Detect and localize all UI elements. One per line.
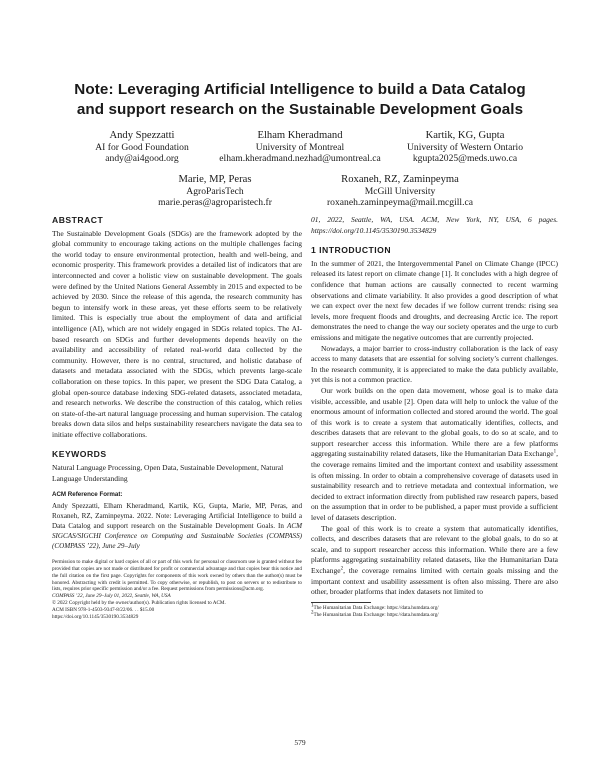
- acm-reference-venue: ACM SIGCAS/SIGCHI Conference on Computing and Sustainable Societies (COMPASS) (COMPASS ’22), June 29–July: [52, 521, 302, 550]
- abstract-text: The Sustainable Development Goals (SDGs) are the framework adopted by the global community to encourage taking actions on the multiple challenges facing the world today to ensure environmental protection, health and well-being, and economic prosperity. This framework provides a detailed list of indicators that are interconnected and cover a holistic view on sustainable development. The goals were defined by the United Nations General Assembly in 2015 and expected to be achieved by 2030. Since the release of this agenda, the research community has begun to intensify work in these areas, yet these efforts seem to be relatively limited. This is especially true about the employment of data and artificial intelligence (AI), which are not widely engaged in SDGs related topics. The AI-based research on SDGs and further developments depends heavily on the availability and accessibility of related real-world data collected by the community. However, there is no central, structured, and holistic database of datasets and metadata associated with the SDGs, which prevents large-scale collaboration on these topics. In this paper, we present the SDG Data Catalog, a global open-source database indexing SDG-related datasets, associated metadata, and research networks. We describe the construction of this catalog, which relies on state-of-the-art natural language processing and human supervision. The catalog breaks down data silos and helps sustainability researchers navigate the data sea to initiate effective collaborations.: [52, 228, 302, 439]
- permission-block: [52, 559, 302, 621]
- author-email[interactable]: elham.kheradmand.nezhad@umontreal.ca: [219, 153, 381, 164]
- introduction-heading: 1 INTRODUCTION: [311, 245, 392, 256]
- intro-paragraph-4-part-a: The goal of this work is to create a system that automatically identifies, collects, and describes datasets that are relevant to the global goals, to do so at scale, and to support researcher access this information. While there are a few platforms aggregating sustainability related datasets, like the Humanitarian Data Exchange: [311, 523, 558, 575]
- author-block: [62, 129, 222, 164]
- author-name: Andy Spezzatti: [109, 130, 175, 141]
- author-name: Roxaneh, RZ, Zaminpeyma: [341, 174, 459, 185]
- abstract-heading: ABSTRACT: [52, 215, 104, 225]
- keywords-text: Natural Language Processing, Open Data, Sustainable Development, Natural Language Understanding: [52, 463, 284, 483]
- left-column: [52, 215, 302, 621]
- title-line-1: Note: Leveraging Artificial Intelligence to build a Data Catalog: [74, 81, 526, 98]
- footnote-number: 1: [311, 603, 314, 609]
- author-block: [300, 173, 500, 208]
- acm-reference-plain: Andy Spezzatti, Elham Kheradmand, Kartik, KG, Gupta, Marie, MP, Peras, and Roxaneh, RZ, Zaminpeyma. 2022. Note: Leveraging Artificial Intelligence to build a Data Catalog and support research on the Sustainable Development Goals. In: [52, 501, 302, 530]
- author-name: Elham Kheradmand: [257, 130, 343, 141]
- author-affiliation: University of Montreal: [255, 142, 345, 153]
- keywords-heading: KEYWORDS: [52, 449, 107, 460]
- author-email[interactable]: roxaneh.zaminpeyma@mail.mcgill.ca: [326, 197, 474, 208]
- doi-link[interactable]: https://doi.org/10.1145/3530190.3534829: [52, 614, 139, 621]
- intro-paragraph-1: In the summer of 2021, the Intergovernmental Panel on Climate Change (IPCC) released its latest report on climate change [1]. It concludes with a high degree of confidence that human actions are causally connected to recent warming observations and climate variability. It also provides a good description of what we can expect over the next few decades if we follow current trends: rising sea levels, more frequent floods and droughts, and decreasing Arctic ice. The report demonstrates the need to change the way our society operates and the urge to curb emissions and mitigate the negative outcomes that are currently projected.: [311, 258, 558, 342]
- title-line-2: and support research on the Sustainable Development Goals: [76, 101, 524, 118]
- paper-title: [40, 80, 560, 120]
- footnote-divider: [311, 602, 371, 603]
- footnote-number: 2: [311, 609, 314, 615]
- author-email[interactable]: andy@ai4good.org: [105, 153, 179, 164]
- permission-text: Permission to make digital or hard copies of all or part of this work for personal or classroom use is granted without fee provided that copies are not made or distributed for profit or commercial advantage and that copies bear this notice and the full citation on the first page. Copyrights for components of this work owned by others than the author(s) must be honored. Abstracting with credit is permitted. To copy otherwise, or republish, to post on servers or to redistribute to lists, requires prior specific permission and/or a fee. Request permissions from permissions@acm.org.: [52, 558, 302, 593]
- intro-paragraph-2: Nowadays, a major barrier to cross-industry collaboration is the lack of easy access to many datasets that are essential for solving society’s current challenges. In the research community, it is appreciated to make the data publicly available, yet this is not a common practice.: [311, 343, 558, 385]
- acm-reference-heading: ACM Reference Format:: [52, 491, 123, 499]
- author-block: [380, 129, 550, 164]
- author-name: Kartik, KG, Gupta: [425, 130, 505, 141]
- right-column: [311, 215, 558, 619]
- footnote: [311, 609, 558, 619]
- author-block: [130, 173, 300, 208]
- footnote: [311, 605, 558, 612]
- intro-paragraph-4-part-b: , the coverage remains limited with certain goals missing and the important context and usability assessment is often also missing. There are also other, broader platforms that index datasets not limited to: [311, 566, 558, 597]
- author-affiliation: University of Western Ontario: [406, 142, 523, 153]
- copyright-line: © 2022 Copyright held by the owner/author(s). Publication rights licensed to ACM.: [52, 600, 226, 607]
- author-affiliation: AgroParisTech: [186, 186, 244, 197]
- footnote-marker[interactable]: 1: [553, 449, 557, 455]
- footnote-text: The Humanitarian Data Exchange: https://data.humdata.org/: [313, 604, 439, 611]
- acm-reference-text: [52, 501, 302, 551]
- author-email[interactable]: marie.peras@agroparistech.fr: [158, 197, 272, 208]
- conference-line: COMPASS ’22, June 29–July 01, 2022, Seattle, WA, USA: [52, 593, 171, 600]
- author-name: Marie, MP, Peras: [178, 174, 252, 185]
- intro-paragraph-3-part-a: Our work builds on the open data movement, whose goal is to make data visible, accessible, and usable [2]. Open data will help to unlock the value of the enormous amount of information collected and stored around the world. The goal of this work is to create a system that automatically identifies, collects, and describes datasets that are relevant to the global goals, to do so at scale, and to support researcher access this information. While there are a few platforms aggregating sustainability related datasets, like the Humanitarian Data Exchange: [311, 385, 558, 459]
- author-block: [200, 129, 400, 164]
- reference-continuation: 01, 2022, Seattle, WA, USA. ACM, New York, NY, USA, 6 pages. https://doi.org/10.1145/3530190.3534829: [311, 215, 558, 235]
- author-affiliation: AI for Good Foundation: [95, 142, 189, 153]
- author-email[interactable]: kgupta2025@meds.uwo.ca: [412, 153, 518, 164]
- intro-paragraph-3-part-b: , the coverage remains limited and the important context and usability assessment is often missing. In order to obtain a comprehensive coverage of datasets used in sustainability research and to retrieve metadata and contextual information, we decided to extract information directly from published raw research papers, based on the assumption that in order to be published, a paper must provide a sufficient level of datasets description.: [311, 449, 558, 523]
- page-number: 579: [294, 738, 306, 747]
- footnote-text: The Humanitarian Data Exchange: https://data.humdata.org/: [313, 611, 439, 618]
- author-affiliation: McGill University: [364, 186, 436, 197]
- isbn-line: ACM ISBN 978-1-4503-9347-8/22/06. . . $15.00: [52, 607, 155, 614]
- intro-paragraph-3: [311, 386, 558, 524]
- intro-paragraph-4: [311, 524, 558, 598]
- footnote-marker[interactable]: 2: [340, 566, 344, 572]
